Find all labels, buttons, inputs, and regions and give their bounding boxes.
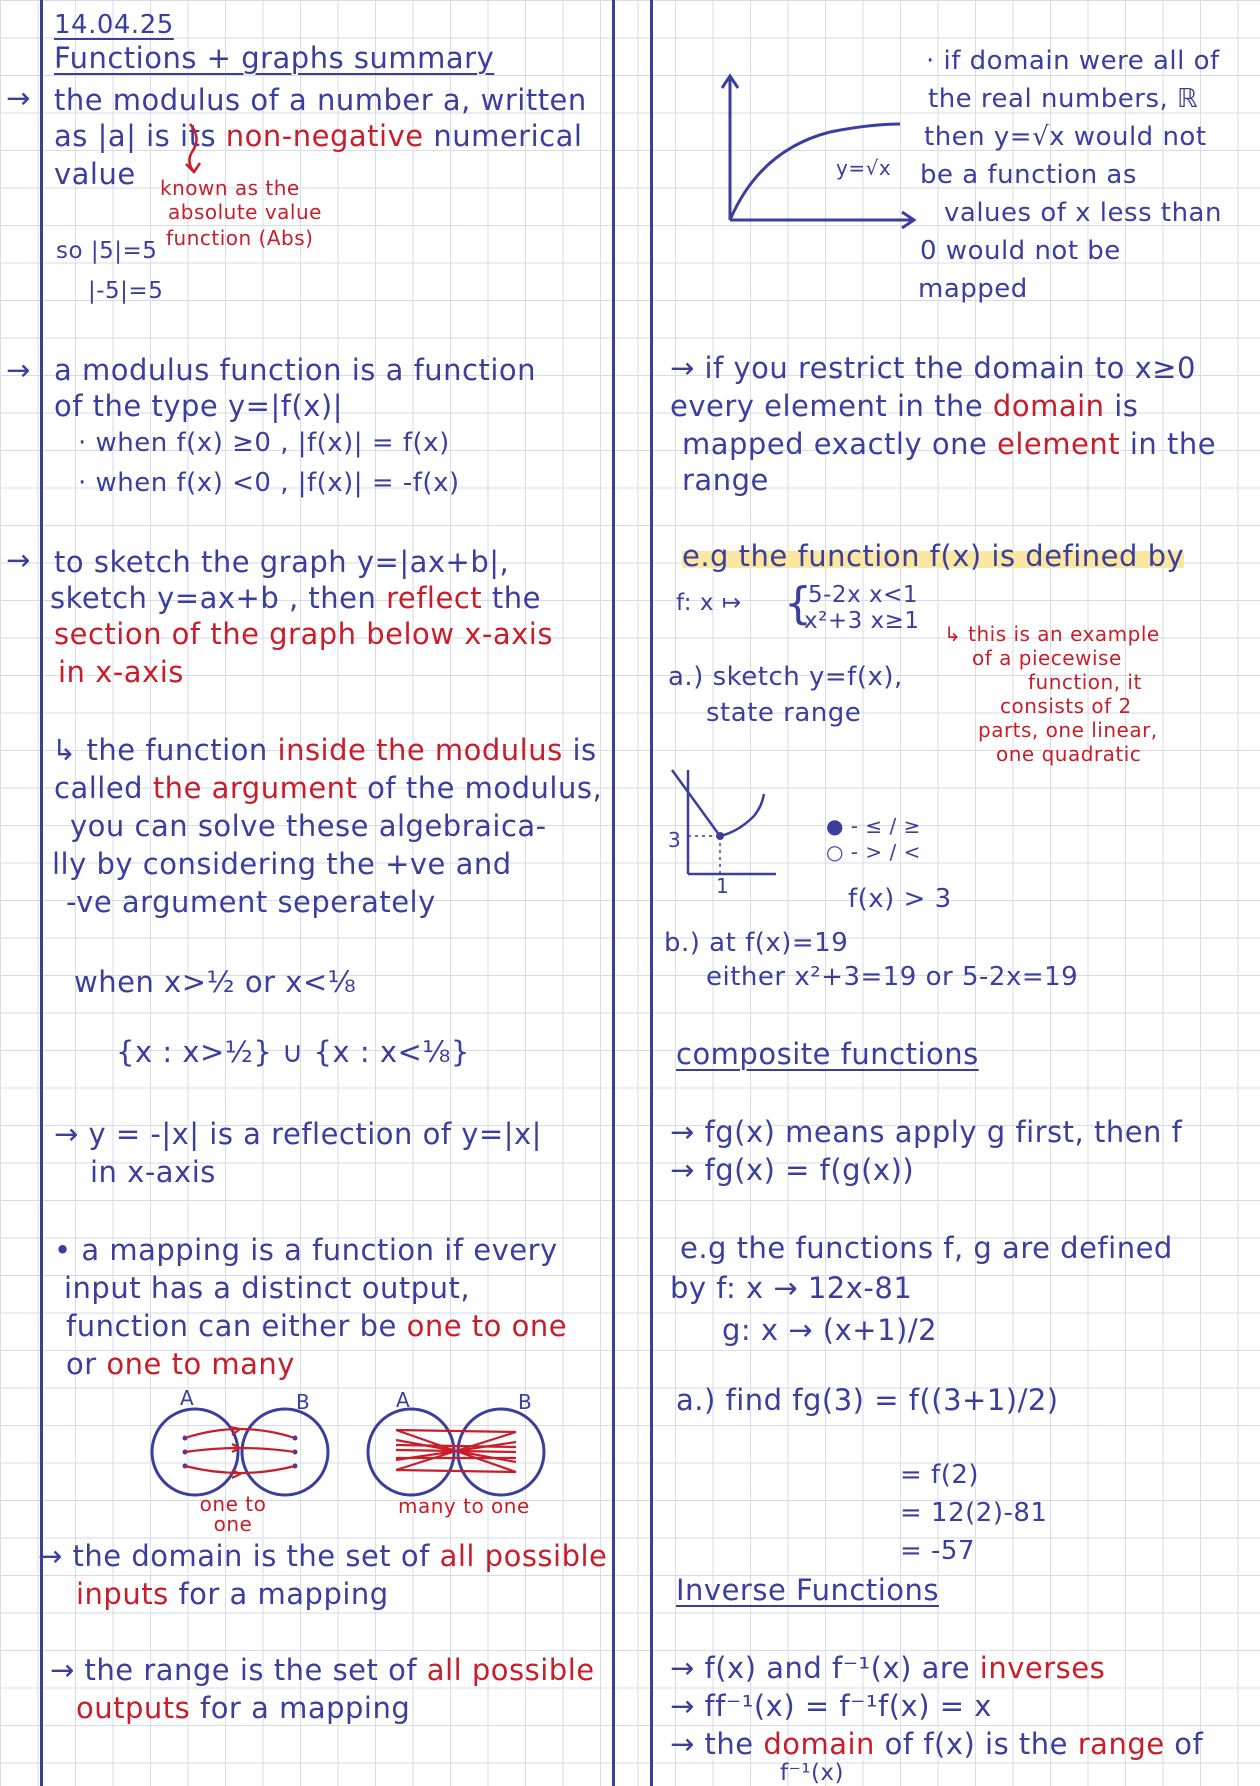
domain-inputs: inputs xyxy=(76,1577,169,1611)
restrict-line2 xyxy=(670,389,1139,423)
restrict-element: element xyxy=(997,427,1121,461)
piecewise-question-a1: a.) sketch y=f(x), xyxy=(668,662,903,692)
piecewise-note-6: one quadratic xyxy=(996,742,1142,766)
piecewise-intro xyxy=(682,539,1185,573)
column-line-mid-1 xyxy=(612,0,615,1786)
domain-line2-b: for a mapping xyxy=(178,1577,389,1611)
restrict-line3-b: in the xyxy=(1129,427,1217,461)
modulus-function-case-2: · when f(x) <0 , |f(x)| = -f(x) xyxy=(78,468,460,498)
piecewise-question-a2: state range xyxy=(706,698,862,728)
mapping-line4-a: or xyxy=(66,1347,97,1381)
restrict-line3 xyxy=(682,427,1217,461)
restrict-line1: → if you restrict the domain to x≥0 xyxy=(670,351,1197,385)
composite-heading: composite functions xyxy=(676,1037,979,1071)
composite-step-3: = -57 xyxy=(900,1536,976,1566)
sqrt-note-1: · if domain were all of xyxy=(926,46,1220,76)
piecewise-graph-y-tick: 3 xyxy=(668,828,682,852)
mapping-one-to-many: one to many xyxy=(106,1347,295,1381)
modulus-function-line2: of the type y=|f(x)| xyxy=(54,389,343,423)
restrict-line3-a: mapped exactly one xyxy=(682,427,988,461)
sqrt-note-5: values of x less than xyxy=(944,198,1222,228)
sketch-line4: in x-axis xyxy=(58,655,184,689)
domain-all-possible: all possible xyxy=(439,1539,608,1573)
diagram2-caption: many to one xyxy=(398,1494,530,1518)
modulus-def-highlight: non-negative xyxy=(225,119,424,153)
sketch-line3: section of the graph below x-axis xyxy=(54,617,553,651)
restrict-line4: range xyxy=(682,463,769,497)
modulus-def-line2-c: numerical xyxy=(433,119,583,153)
range-line1-a: → the range is the set of xyxy=(50,1653,418,1687)
modulus-function-line1: a modulus function is a function xyxy=(54,353,537,387)
modulus-def-line2-a: as |a| is xyxy=(54,119,171,153)
composite-line1: → fg(x) means apply g first, then f xyxy=(670,1115,1183,1149)
piecewise-case-2: x²+3 x≥1 xyxy=(804,608,920,634)
inverse-line3-c: of xyxy=(1174,1727,1204,1761)
piecewise-question-b1: b.) at f(x)=19 xyxy=(664,928,849,958)
composite-question: a.) find fg(3) = f((3+1)/2) xyxy=(676,1383,1059,1417)
inverse-range: range xyxy=(1077,1727,1165,1761)
piecewise-key-1: ● - ≤ / ≥ xyxy=(826,814,921,838)
arrow-marker: → xyxy=(6,543,31,577)
argument-line1-b: is xyxy=(572,733,597,767)
mapping-line3-a: function can either be xyxy=(66,1309,397,1343)
sketch-line2-b: the xyxy=(491,581,541,615)
composite-eg3: g: x → (x+1)/2 xyxy=(722,1313,938,1347)
inverse-domain: domain xyxy=(763,1727,875,1761)
page-title: Functions + graphs summary xyxy=(54,41,495,75)
piecewise-range-answer: f(x) > 3 xyxy=(848,884,952,914)
piecewise-note-3: function, it xyxy=(1028,670,1142,694)
column-line-mid-2 xyxy=(650,0,653,1786)
domain-line1-a: → the domain is the set of xyxy=(38,1539,430,1573)
margin-line-left xyxy=(40,0,43,1786)
composite-eg2: by f: x → 12x-81 xyxy=(670,1271,913,1305)
mapping-line3 xyxy=(66,1309,568,1343)
diagram1-caption: one to one xyxy=(199,1492,267,1536)
inverse-heading: Inverse Functions xyxy=(676,1573,939,1607)
date: 14.04.25 xyxy=(54,10,174,40)
argument-line1-a: ↳ the function xyxy=(52,733,268,767)
sketch-line2-a: sketch y=ax+b , then xyxy=(50,581,377,615)
modulus-function-case-1: · when f(x) ≥0 , |f(x)| = f(x) xyxy=(78,428,450,458)
sqrt-note-3: then y=√x would not xyxy=(924,122,1207,152)
abs-note-3: function (Abs) xyxy=(166,226,314,250)
modulus-def-line2 xyxy=(54,119,583,153)
composite-step-2: = 12(2)-81 xyxy=(900,1498,1048,1528)
modulus-example-2: |-5|=5 xyxy=(88,278,164,304)
inverse-line1 xyxy=(670,1651,1106,1685)
sqrt-note-7: mapped xyxy=(918,274,1028,304)
sqrt-note-6: 0 would not be xyxy=(920,236,1121,266)
argument-line2 xyxy=(54,771,603,805)
arrow-marker: → xyxy=(6,353,31,387)
piecewise-note-1: ↳ this is an example xyxy=(944,622,1160,646)
argument-when: when x>½ or x<⅛ xyxy=(74,965,357,999)
composite-line2: → fg(x) = f(g(x)) xyxy=(670,1153,915,1187)
modulus-def-line3: value xyxy=(54,157,136,191)
mapping-line1: • a mapping is a function if every xyxy=(54,1233,558,1267)
composite-step-1: = f(2) xyxy=(900,1460,980,1490)
piecewise-key-2: ○ - > / < xyxy=(826,840,921,864)
argument-solution-set: {x : x>½} ∪ {x : x<⅛} xyxy=(116,1035,470,1069)
composite-eg1: e.g the functions f, g are defined xyxy=(680,1231,1173,1265)
sqrt-graph xyxy=(720,70,920,230)
piecewise-note-2: of a piecewise xyxy=(972,646,1122,670)
inverse-line3 xyxy=(670,1727,1204,1761)
sqrt-note-4: be a function as xyxy=(920,160,1137,190)
restrict-domain: domain xyxy=(992,389,1105,423)
diagram2-label-a: A xyxy=(396,1388,411,1412)
restrict-line2-b: is xyxy=(1114,389,1139,423)
mapping-line2: input has a distinct output, xyxy=(64,1271,471,1305)
modulus-def-line2-b: its xyxy=(180,119,217,153)
sketch-line2 xyxy=(50,581,541,615)
domain-line2 xyxy=(76,1577,389,1611)
piecewise-question-b2: either x²+3=19 or 5-2x=19 xyxy=(706,962,1079,992)
abs-note-1: known as the xyxy=(160,176,300,200)
diagram1-label-b: B xyxy=(296,1390,311,1414)
range-line1 xyxy=(50,1653,595,1687)
piecewise-case-1: 5-2x x<1 xyxy=(808,582,919,608)
range-line2 xyxy=(76,1691,411,1725)
argument-line5: -ve argument seperately xyxy=(66,885,436,919)
inverse-line3-a: → the xyxy=(670,1727,754,1761)
argument-line4: lly by considering the +ve and xyxy=(52,847,512,881)
sketch-reflect: reflect xyxy=(386,581,483,615)
reflection-line1: → y = -|x| is a reflection of y=|x| xyxy=(54,1117,542,1151)
inverse-term: inverses xyxy=(979,1651,1106,1685)
diagram2-label-b: B xyxy=(518,1390,533,1414)
mapping-one-to-one: one to one xyxy=(406,1309,568,1343)
sqrt-note-2: the real numbers, ℝ xyxy=(928,84,1199,114)
diagram1-label-a: A xyxy=(180,1386,195,1410)
mapping-line4 xyxy=(66,1347,295,1381)
reflection-line2: in x-axis xyxy=(90,1155,216,1189)
inverse-line1-a: → f(x) and f⁻¹(x) are xyxy=(670,1651,971,1685)
piecewise-def-lhs: f: x ↦ xyxy=(676,590,742,616)
inverse-line2: → ff⁻¹(x) = f⁻¹f(x) = x xyxy=(670,1689,992,1723)
piecewise-graph xyxy=(668,766,788,876)
piecewise-graph-x-tick: 1 xyxy=(716,874,730,898)
inverse-line4: f⁻¹(x) xyxy=(780,1760,845,1786)
argument-line1 xyxy=(52,733,597,767)
piecewise-brace: { xyxy=(784,578,813,629)
range-line2-b: for a mapping xyxy=(199,1691,411,1725)
modulus-def-line1: the modulus of a number a, written xyxy=(54,83,587,117)
argument-line2-a: called xyxy=(54,771,144,805)
argument-term: the argument xyxy=(152,771,358,805)
arrow-marker: → xyxy=(6,81,31,115)
modulus-example-1: so |5|=5 xyxy=(56,238,158,264)
inverse-line3-b: of f(x) is the xyxy=(884,1727,1069,1761)
argument-line2-b: of the modulus, xyxy=(367,771,603,805)
sqrt-curve-label: y=√x xyxy=(836,156,892,180)
domain-line1 xyxy=(38,1539,608,1573)
sketch-line1: to sketch the graph y=|ax+b|, xyxy=(54,545,510,579)
argument-line3: you can solve these algebraica- xyxy=(70,809,547,843)
piecewise-note-5: parts, one linear, xyxy=(978,718,1158,742)
range-outputs: outputs xyxy=(76,1691,191,1725)
abs-note-2: absolute value xyxy=(168,200,322,224)
piecewise-intro-text: e.g the function f(x) is defined by xyxy=(682,539,1185,573)
argument-inside-modulus: inside the modulus xyxy=(277,733,563,767)
piecewise-note-4: consists of 2 xyxy=(1000,694,1132,718)
range-all-possible: all possible xyxy=(426,1653,595,1687)
restrict-line2-a: every element in the xyxy=(670,389,984,423)
annotation-arrow-icon xyxy=(180,122,220,177)
